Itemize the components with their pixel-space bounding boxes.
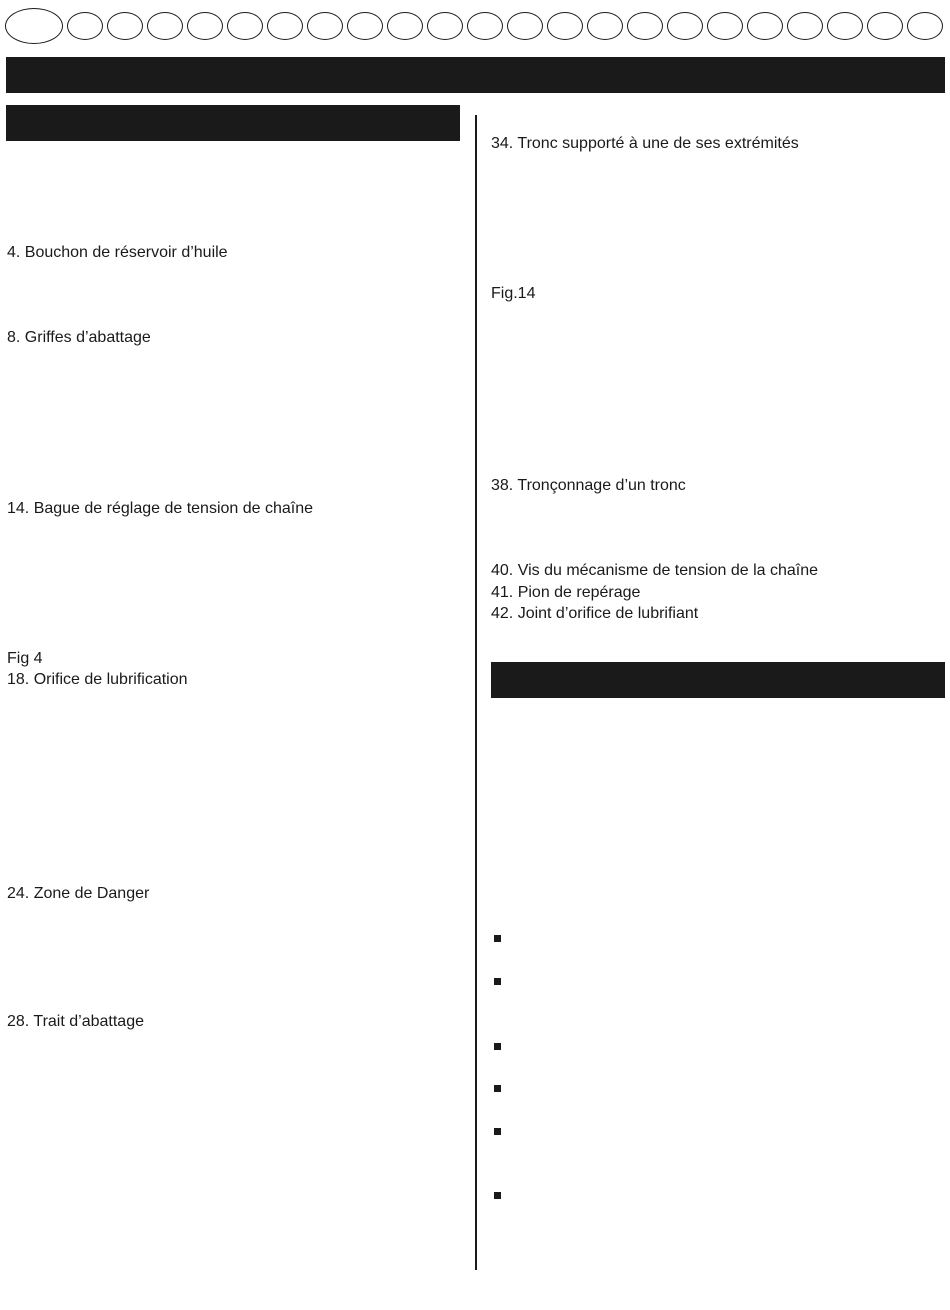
legend-item-42: 42. Joint d’orifice de lubrifiant [491,605,699,622]
language-oval[interactable] [667,12,703,40]
list-bullet [494,1128,501,1135]
language-oval[interactable] [787,12,823,40]
language-oval[interactable] [107,12,143,40]
language-oval[interactable] [907,12,943,40]
legend-item-8: 8. Griffes d’abattage [7,329,151,346]
language-oval[interactable] [587,12,623,40]
language-oval[interactable] [307,12,343,40]
legend-item-41: 41. Pion de repérage [491,584,641,601]
language-oval[interactable] [747,12,783,40]
legend-item-38: 38. Tronçonnage d’un tronc [491,477,686,494]
page-header-bar [6,57,945,93]
legend-item-40: 40. Vis du mécanisme de tension de la chaîne [491,562,819,579]
right-section-header-bar [491,662,945,698]
list-bullet [494,1192,501,1199]
list-bullet [494,935,501,942]
column-divider [475,115,477,1270]
language-oval[interactable] [867,12,903,40]
figure-label-14: Fig.14 [491,285,536,302]
legend-item-34: 34. Tronc supporté à une de ses extrémités [491,135,799,152]
list-bullet [494,1043,501,1050]
language-oval[interactable] [427,12,463,40]
language-oval[interactable] [467,12,503,40]
language-oval[interactable] [627,12,663,40]
language-oval[interactable] [147,12,183,40]
figure-label-4: Fig 4 [7,650,43,667]
list-bullet [494,978,501,985]
language-oval-selected[interactable] [5,8,63,44]
language-oval[interactable] [547,12,583,40]
legend-item-14: 14. Bague de réglage de tension de chaîne [7,500,314,517]
legend-item-4: 4. Bouchon de réservoir d’huile [7,244,228,261]
language-oval[interactable] [707,12,743,40]
legend-item-28: 28. Trait d’abattage [7,1013,144,1030]
legend-item-18: 18. Orifice de lubrification [7,671,188,688]
language-oval[interactable] [67,12,103,40]
language-oval[interactable] [827,12,863,40]
language-oval[interactable] [507,12,543,40]
language-oval[interactable] [347,12,383,40]
language-oval[interactable] [387,12,423,40]
language-oval[interactable] [267,12,303,40]
list-bullet [494,1085,501,1092]
left-section-header-bar [6,105,460,141]
legend-item-24: 24. Zone de Danger [7,885,150,902]
language-oval[interactable] [227,12,263,40]
language-oval[interactable] [187,12,223,40]
